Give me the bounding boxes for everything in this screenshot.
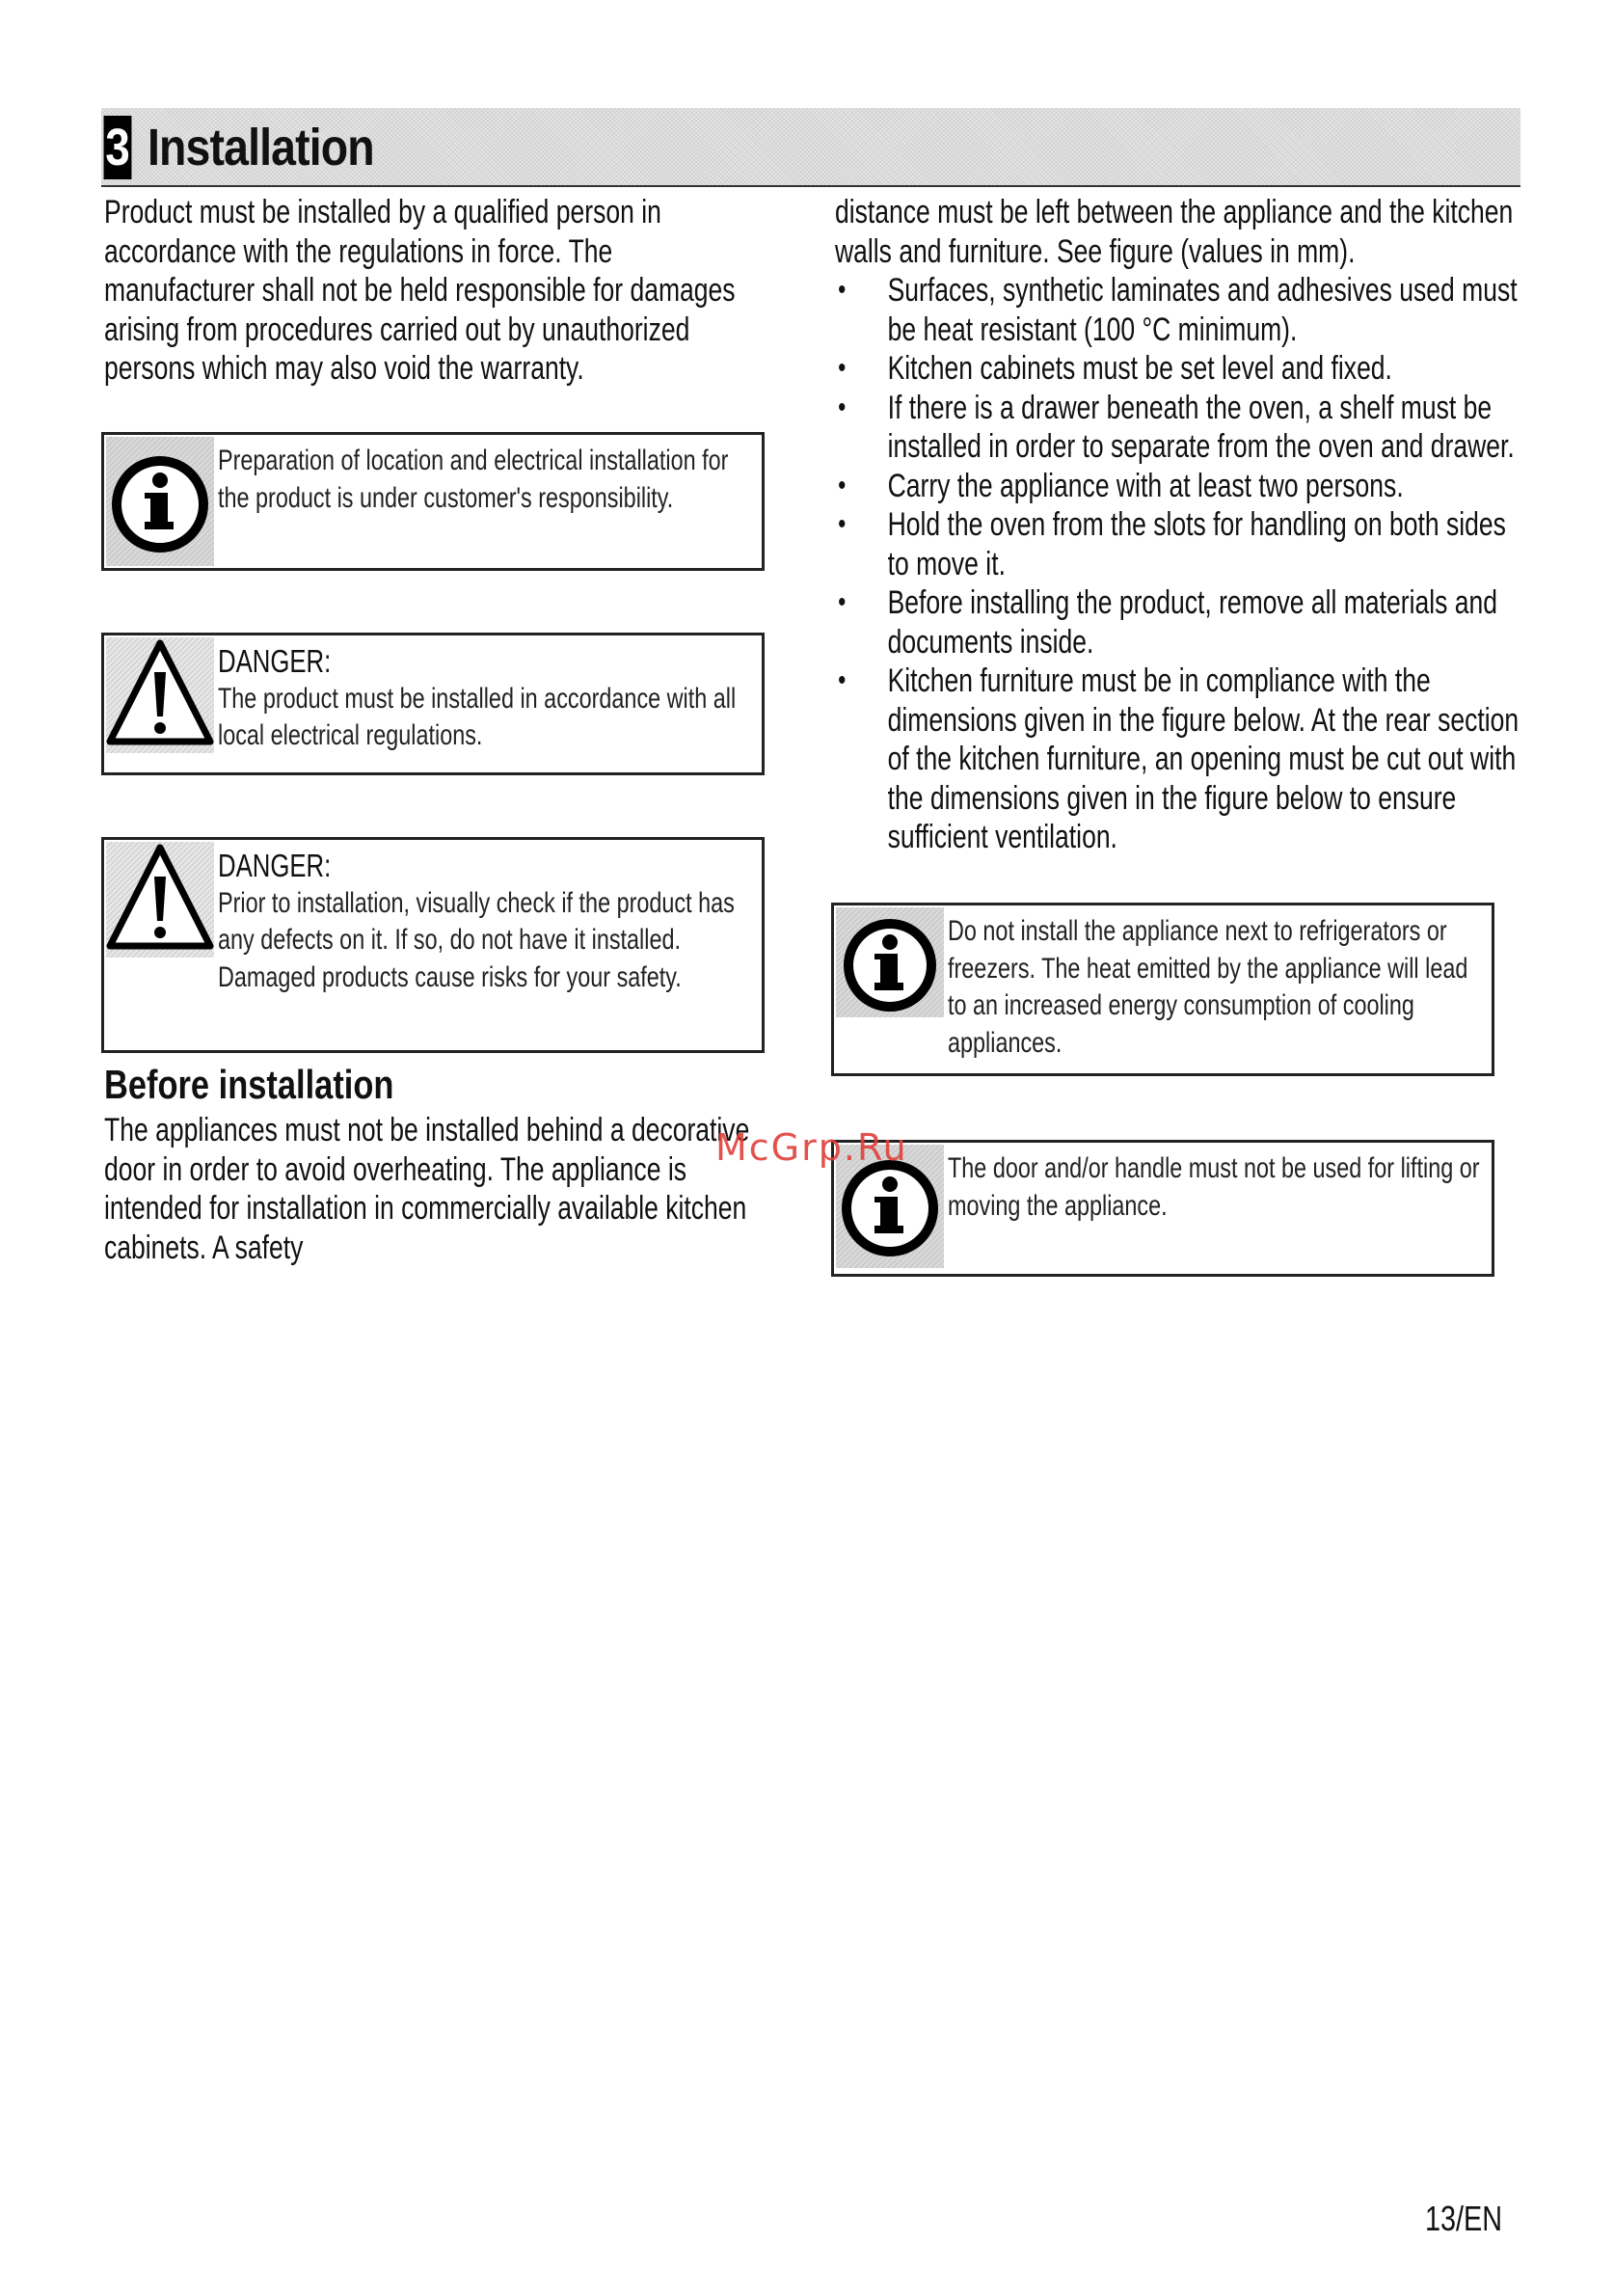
section-number: 3 [104, 116, 132, 179]
bullet-dot: • [838, 391, 847, 423]
intro-paragraph-wrap [104, 193, 769, 389]
safety-distance-paragraph: distance must be left between the appliance and the kitchen walls and furniture. See figure (values in mm). [835, 194, 1514, 270]
info-note-1 [101, 432, 765, 571]
list-item: • If there is a drawer beneath the oven, a shelf must be installed in order to separate from the oven and drawer. [838, 389, 1515, 465]
info-note-3 [831, 1140, 1494, 1277]
danger-note-2-text [218, 848, 760, 996]
danger-note-2 [101, 837, 765, 1053]
info-icon [836, 907, 944, 1017]
danger-title: DANGER: [218, 848, 332, 883]
page-number: 13/EN [1425, 2199, 1503, 2238]
list-item: • Kitchen cabinets must be set level and fixed. [838, 350, 1392, 387]
installation-bullets [835, 271, 1520, 857]
info-note-1-text: Preparation of location and electrical installation for the product is under customer's responsibility. [218, 445, 729, 514]
info-icon [106, 437, 214, 566]
bullet-dot: • [838, 508, 847, 540]
danger-note-2-body: Prior to installation, visually check if the product has any defects on it. If so, do not have it installed. [218, 886, 735, 956]
bullet-list-wrap [835, 271, 1520, 857]
info-note-2 [831, 903, 1494, 1076]
danger-note-1 [101, 633, 765, 775]
danger-title: DANGER: [218, 643, 332, 679]
before-paragraph-wrap [104, 1111, 769, 1267]
section-header [101, 108, 1520, 187]
bullet-dot: • [838, 664, 847, 696]
intro-paragraph: Product must be installed by a qualified person in accordance with the regulations in force. The manufacturer shall not be held responsible for damages arising from procedures carried out by unauthorized persons which may also void the warranty. [104, 194, 736, 387]
danger-note-1-text [218, 643, 760, 755]
warning-triangle-icon [106, 637, 214, 753]
bullet-dot: • [838, 469, 847, 501]
right-column [835, 193, 1520, 857]
list-item: • Surfaces, synthetic laminates and adhesives used must be heat resistant (100 °C minimum). [838, 272, 1518, 348]
list-item: • Hold the oven from the slots for handling on both sides to move it. [838, 506, 1506, 582]
danger-note-1-body: The product must be installed in accordance with all local electrical regulations. [218, 682, 737, 751]
bullet-dot: • [838, 352, 847, 384]
section-title: Installation [148, 119, 374, 176]
info-note-3-text: The door and/or handle must not be used for lifting or moving the appliance. [948, 1152, 1480, 1222]
bullet-dot: • [838, 274, 847, 306]
list-item: • Kitchen furniture must be in compliance with the dimensions given in the figure below. At the rear section of the kitchen furniture, an opening must be cut out with the dimensions given in the figure below to ensure sufficient ventilation. [838, 662, 1520, 855]
bullet-dot: • [838, 586, 847, 618]
before-installation-heading: Before installation [104, 1062, 394, 1107]
before-installation-paragraph: The appliances must not be installed behind a decorative door in order to avoid overheating. The appliance is intended for installation in commercially available kitchen cabinets. A safety [104, 1112, 750, 1266]
info-note-2-text: Do not install the appliance next to refrigerators or freezers. The heat emitted by the appliance will lead to an increased energy consumption of cooling appliances. [948, 915, 1468, 1059]
list-item: • Carry the appliance with at least two persons. [838, 467, 1404, 504]
watermark: McGrp.Ru [715, 1126, 908, 1169]
danger-note-2-body-2: Damaged products cause risks for your safety. [218, 960, 682, 993]
warning-triangle-icon [106, 842, 214, 958]
list-item: • Before installing the product, remove all materials and documents inside. [838, 584, 1497, 661]
